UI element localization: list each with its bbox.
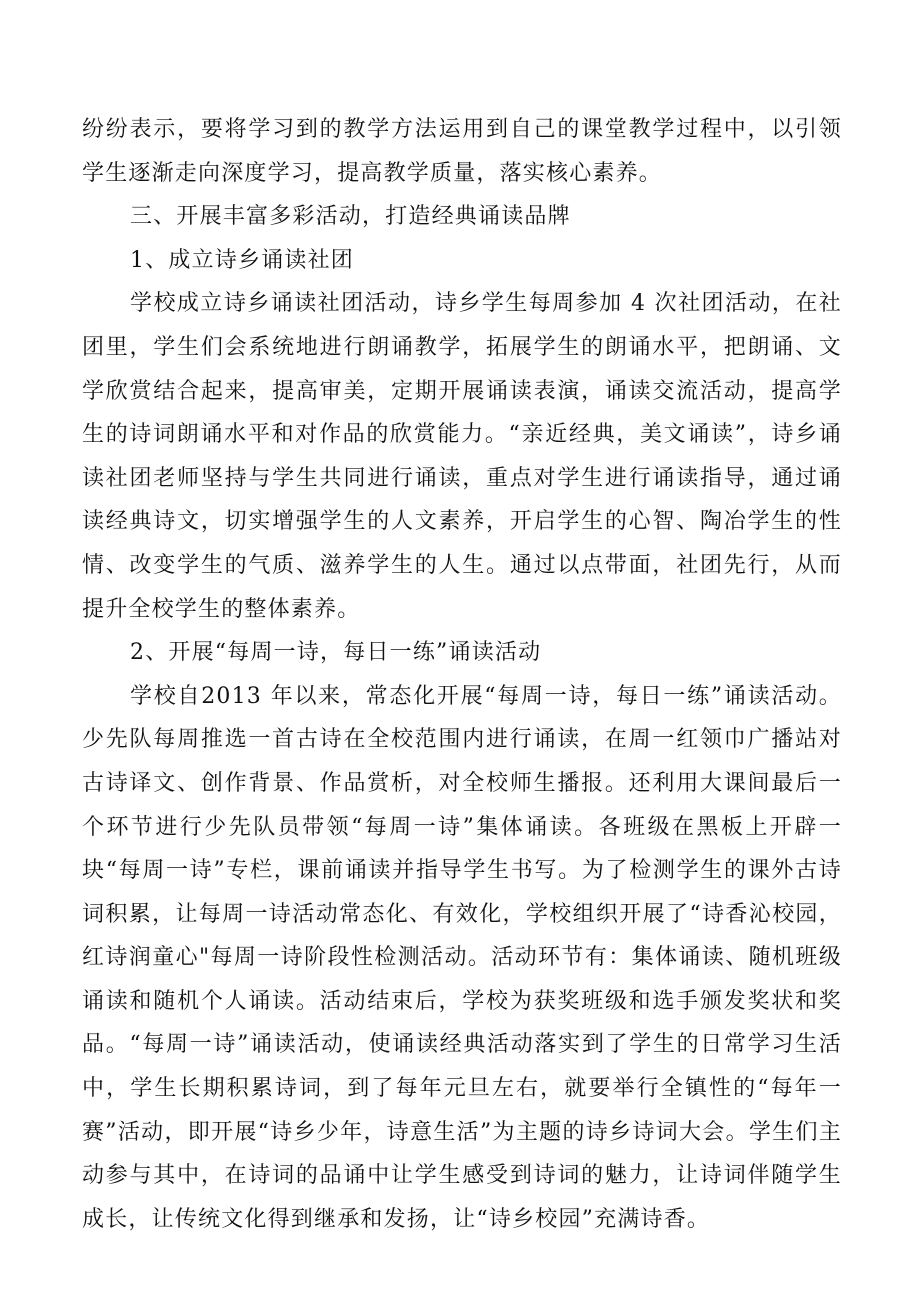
body-text (82, 108, 842, 1241)
section-heading: 三、开展丰富多彩活动，打造经典诵读品牌 (130, 204, 571, 230)
paragraph-reading-club: 学校成立诗乡诵读社团活动，诗乡学生每周参加 4 次社团活动，在社团里，学生们会系统地进行朗诵教学，拓展学生的朗诵水平，把朗诵、文学欣赏结合起来，提高审美，定期开展诵读表演，诵读交流活动，提高学生的诗词朗诵水平和对作品的欣赏能力。“亲近经典，美文诵读”，诗乡诵读社团老师坚持与学生共同进行诵读，重点对学生进行诵读指导，通过诵读经典诗文，切实增强学生的人文素养，开启学生的心智、陶冶学生的性情、改变学生的气质、滋养学生的人生。通过以点带面，社团先行，从而提升全校学生的整体素养。 (82, 291, 842, 622)
subsection-heading-2: 2、开展“每周一诗，每日一练”诵读活动 (130, 640, 542, 666)
paragraph-weekly-poem: 学校自2013 年以来，常态化开展“每周一诗，每日一练”诵读活动。少先队每周推选一首古诗在全校范围内进行诵读，在周一红领巾广播站对古诗译文、创作背景、作品赏析，对全校师生播报。还利用大课间最后一个环节进行少先队员带领“每周一诗”集体诵读。各班级在黑板上开辟一块“每周一诗”专栏，课前诵读并指导学生书写。为了检测学生的课外古诗词积累，让每周一诗活动常态化、有效化，学校组织开展了“诗香沁校园，红诗润童心"每周一诗阶段性检测活动。活动环节有：集体诵读、随机班级诵读和随机个人诵读。活动结束后，学校为获奖班级和选手颁发奖状和奖品。“每周一诗”诵读活动，使诵读经典活动落实到了学生的日常学习生活中，学生长期积累诗词，到了每年元旦左右，就要举行全镇性的“每年一赛”活动，即开展“诗乡少年，诗意生活”为主题的诗乡诗词大会。学生们主动参与其中，在诗词的品诵中让学生感受到诗词的魅力，让诗词伴随学生成长，让传统文化得到继承和发扬，让“诗乡校园”充满诗香。 (82, 683, 842, 1232)
paragraph-continuation: 纷纷表示，要将学习到的教学方法运用到自己的课堂教学过程中，以引领学生逐渐走向深度学习，提高教学质量，落实核心素养。 (82, 117, 842, 186)
subsection-heading-1: 1、成立诗乡诵读社团 (130, 247, 354, 273)
